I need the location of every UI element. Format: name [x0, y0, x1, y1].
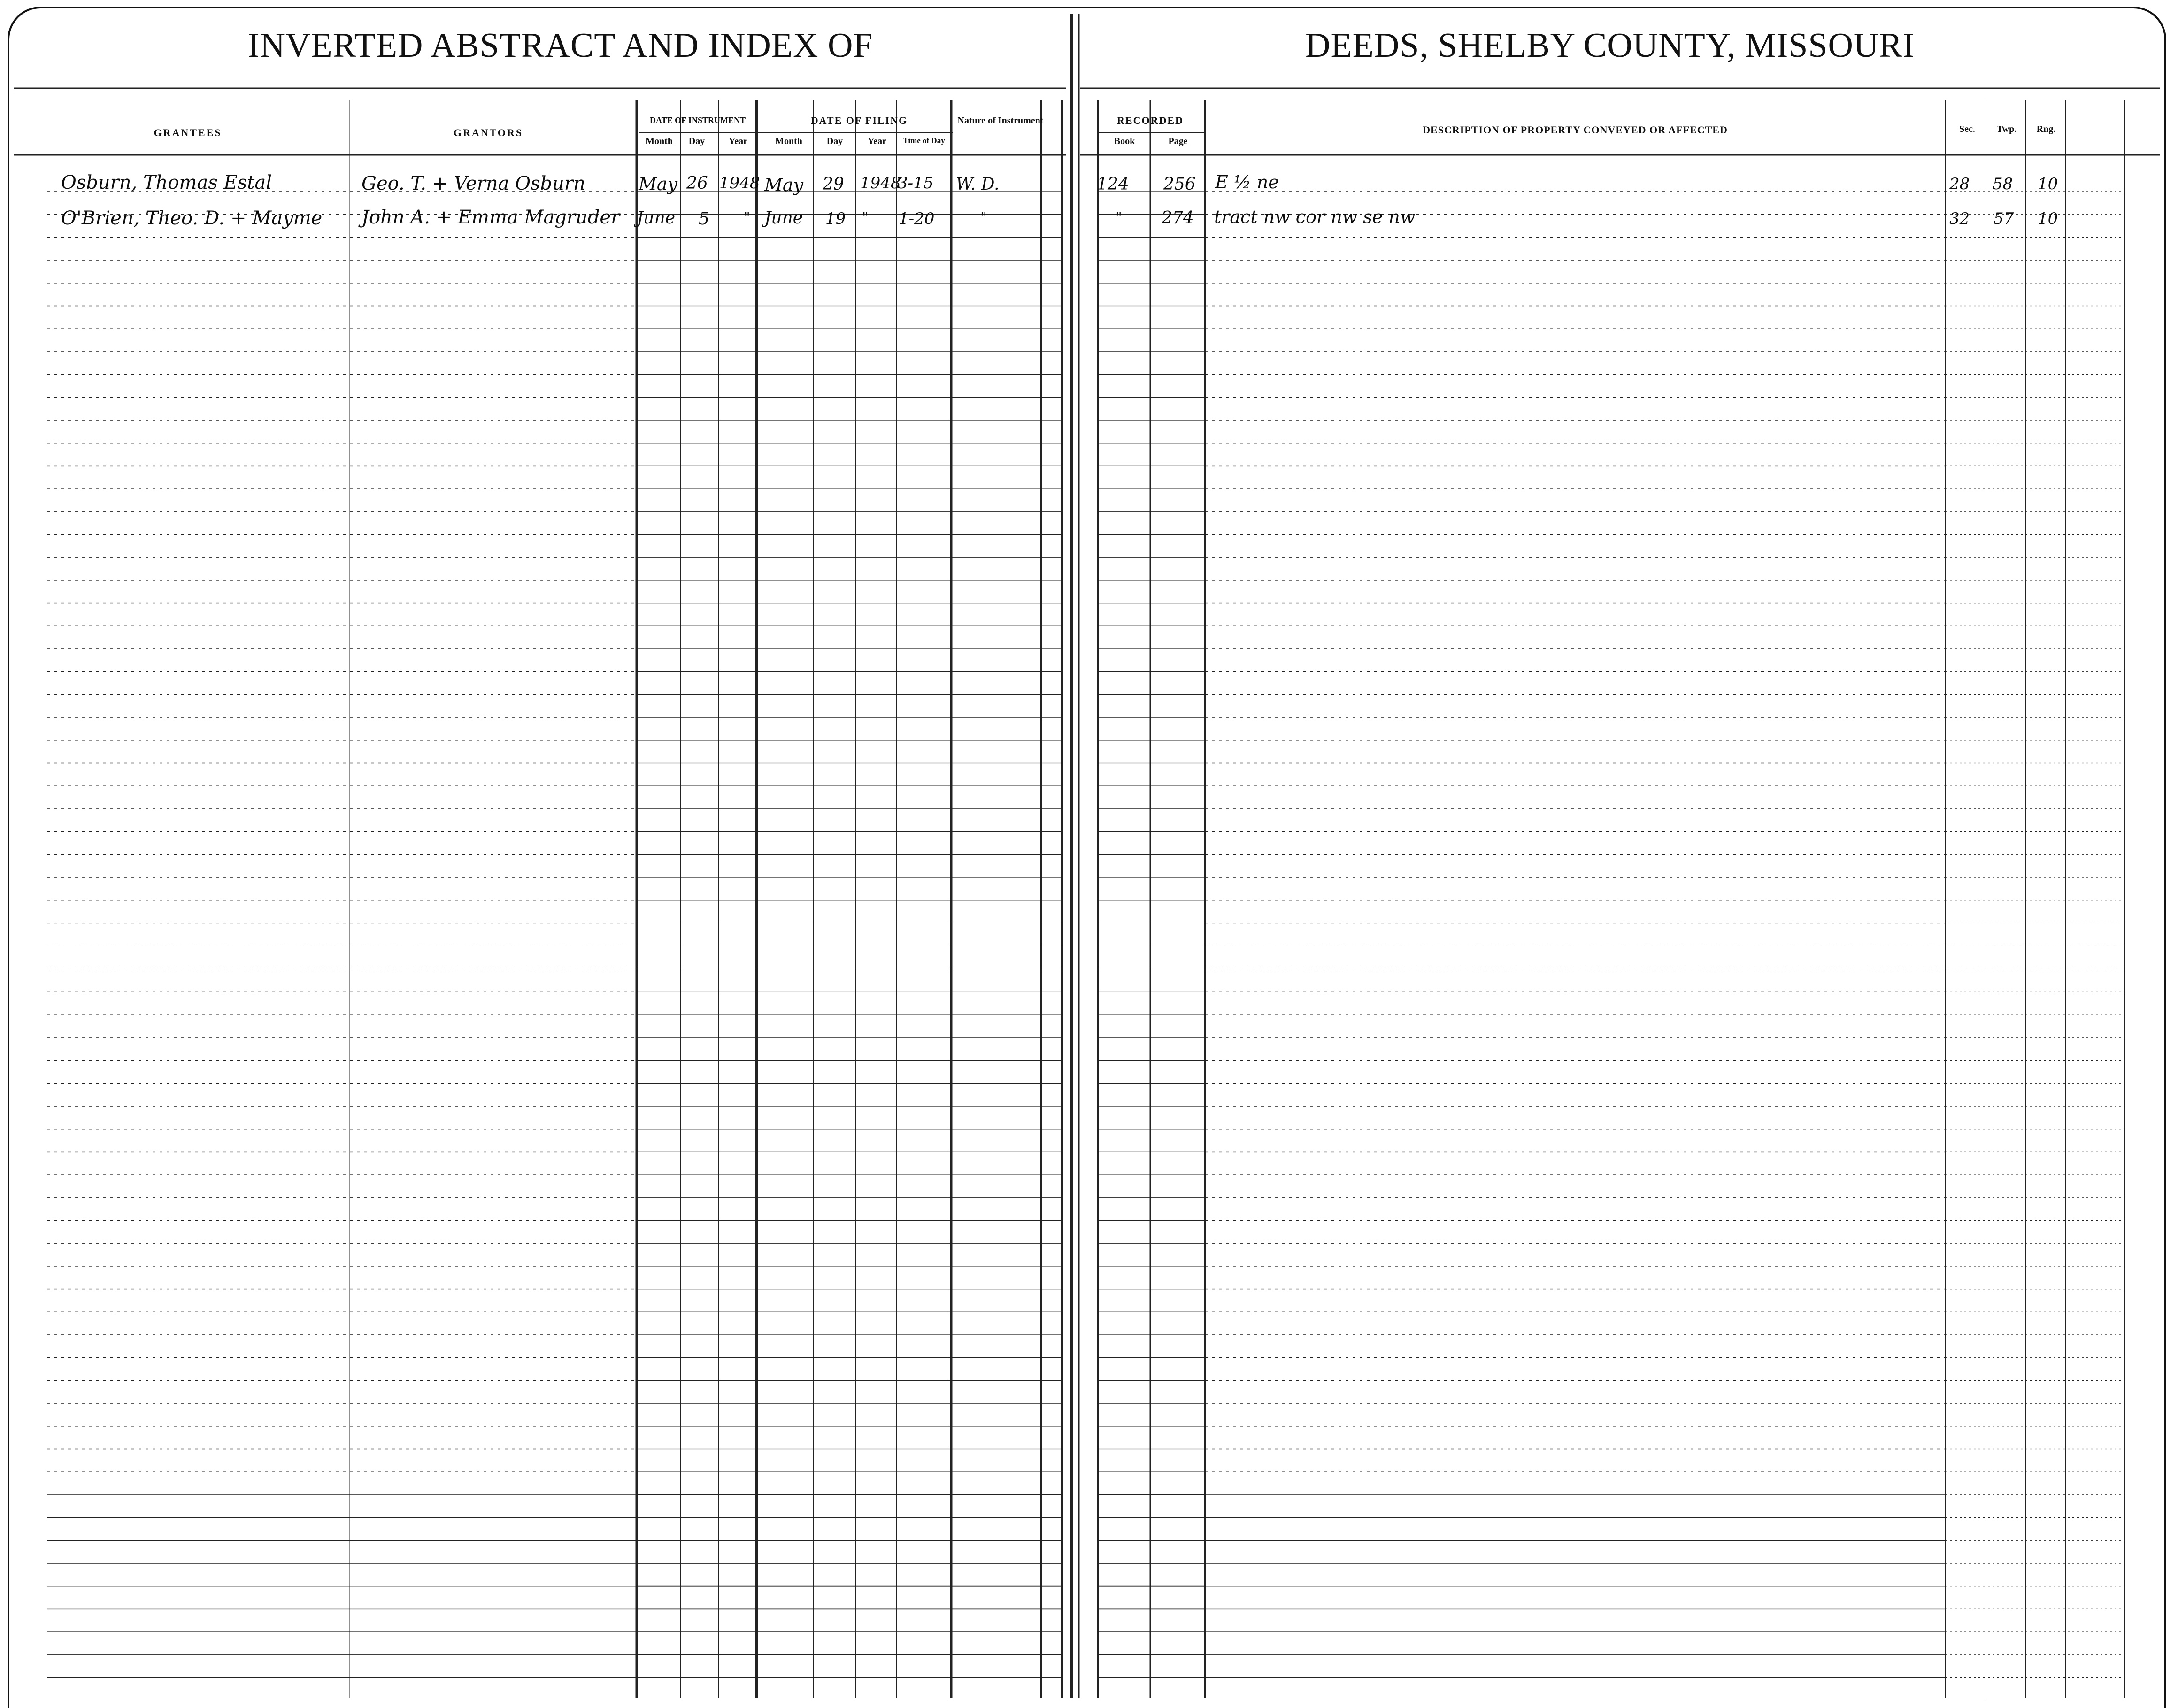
filing-month-header: Month	[775, 136, 802, 146]
entry-2-rng: 10	[2038, 209, 2058, 228]
entry-2-book: "	[1116, 209, 1122, 226]
sec-header: Sec.	[1959, 124, 1975, 134]
entry-2-grantor: John A. + Emma Magruder	[362, 207, 620, 228]
entry-1-inst-year: 1948	[719, 174, 760, 192]
entry-1-filing-month: May	[764, 175, 804, 195]
entry-2-inst-month: June	[637, 208, 676, 228]
entry-2-sec: 32	[1949, 209, 1970, 228]
book-header: Book	[1114, 136, 1135, 146]
entry-2-inst-year: "	[744, 209, 750, 226]
grantors-header: GRANTORS	[453, 127, 523, 138]
entry-2-filing-year: "	[862, 209, 869, 226]
entry-1-book: 124	[1097, 175, 1129, 194]
entry-2-description: tract nw cor nw se nw	[1214, 207, 1416, 227]
entry-1-nature: W. D.	[956, 175, 1000, 194]
entry-1-description: E ½ ne	[1215, 172, 1279, 192]
entry-2-filing-day: 19	[825, 209, 846, 228]
entry-2-page: 274	[1162, 208, 1194, 228]
inst-day-header: Day	[688, 136, 705, 146]
filing-year-header: Year	[868, 136, 886, 146]
inst-year-header: Year	[729, 136, 747, 146]
rng-header: Rng.	[2036, 124, 2056, 134]
entry-1-twp: 58	[1993, 175, 2013, 193]
date-of-filing-header: DATE OF FILING	[810, 115, 908, 126]
page-header: Page	[1168, 136, 1188, 146]
entry-2-grantee: O'Brien, Theo. D. + Mayme	[61, 208, 323, 229]
filing-time-header: Time of Day	[903, 136, 945, 145]
entry-2-inst-day: 5	[699, 209, 709, 229]
entry-2-filing-month: June	[764, 208, 803, 228]
nature-of-instrument-header: Nature of Instrument	[957, 115, 1044, 126]
date-of-instrument-header: DATE OF INSTRUMENT	[649, 115, 746, 125]
twp-header: Twp.	[1996, 124, 2017, 134]
filing-day-header: Day	[826, 136, 843, 146]
left-page-title: INVERTED ABSTRACT AND INDEX OF	[248, 26, 873, 65]
entry-1-filing-day: 29	[823, 175, 844, 194]
entry-1-filing-time: 3-15	[898, 174, 934, 192]
entry-1-sec: 28	[1949, 175, 1970, 193]
entry-1-page: 256	[1163, 175, 1196, 194]
entry-1-filing-year: 1948	[860, 174, 901, 192]
inst-month-header: Month	[646, 136, 673, 146]
entry-1-grantor: Geo. T. + Verna Osburn	[362, 173, 585, 194]
entry-2-nature: "	[980, 209, 987, 226]
right-page-title: DEEDS, SHELBY COUNTY, MISSOURI	[1305, 26, 1915, 65]
entry-1-inst-month: May	[639, 174, 678, 194]
entry-2-twp: 57	[1993, 209, 2014, 228]
entry-1-grantee: Osburn, Thomas Estal	[61, 172, 272, 193]
entry-1-inst-day: 26	[686, 174, 708, 193]
recorded-header: RECORDED	[1117, 115, 1184, 126]
entry-2-filing-time: 1-20	[899, 209, 935, 228]
description-header: DESCRIPTION OF PROPERTY CONVEYED OR AFFECTED	[1423, 124, 1728, 136]
entry-1-rng: 10	[2038, 175, 2058, 193]
grantees-header: GRANTEES	[154, 127, 222, 138]
